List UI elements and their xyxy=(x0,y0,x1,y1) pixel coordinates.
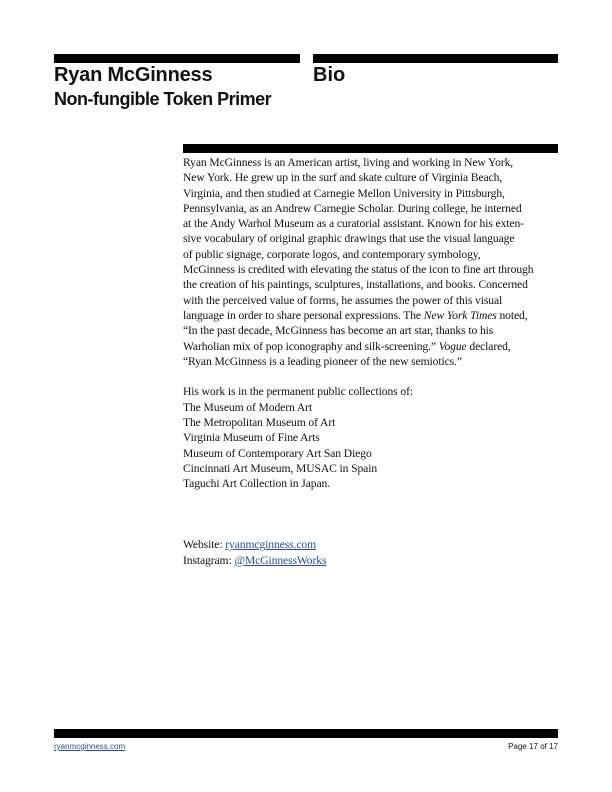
bio-text: language in order to share personal expressions. The xyxy=(183,308,424,322)
author-name: Ryan McGinness xyxy=(54,64,213,86)
publication-new-york-times: New York Times xyxy=(423,308,497,322)
bio-line: sive vocabulary of original graphic drawings that use the visual language xyxy=(183,232,515,246)
instagram-label: Instagram: xyxy=(183,553,235,567)
bio-text: Warholian mix of pop iconography and silk-screening.” xyxy=(183,339,439,353)
document-subtitle: Non-fungible Token Primer xyxy=(54,89,272,109)
collections-intro: His work is in the permanent public collections of: xyxy=(183,385,413,399)
bio-text: noted, xyxy=(496,308,528,322)
paragraph-gap xyxy=(183,492,558,538)
collection-item: Cincinnati Art Museum, MUSAC in Spain xyxy=(183,461,378,475)
header-rule-left xyxy=(54,54,300,63)
collection-item: Virginia Museum of Fine Arts xyxy=(183,431,320,445)
body-rule xyxy=(183,144,558,153)
footer-website-link[interactable]: ryanmcginness.com xyxy=(54,742,126,751)
bio-line: McGinness is credited with elevating the status of the icon to fine art through xyxy=(183,263,534,277)
page-number: Page 17 of 17 xyxy=(508,742,558,751)
bio-line: the creation of his paintings, sculptures, installations, and books. Concerned xyxy=(183,278,528,292)
bio-line: of public signage, corporate logos, and contemporary symbology, xyxy=(183,247,481,261)
bio-line: Ryan McGinness is an American artist, living and working in New York, xyxy=(183,156,514,169)
publication-vogue: Vogue xyxy=(438,339,467,353)
section-title: Bio xyxy=(313,64,346,86)
bio-line: “In the past decade, McGinness has become an art star, thanks to his xyxy=(183,324,494,338)
bio-line: “Ryan McGinness is a leading pioneer of the new semiotics.” xyxy=(183,354,462,368)
website-link[interactable]: ryanmcginness.com xyxy=(225,538,316,552)
bio-line: New York. He grew up in the surf and skate culture of Virginia Beach, xyxy=(183,171,503,185)
bio-body xyxy=(183,155,558,568)
collection-item: The Metropolitan Museum of Art xyxy=(183,416,336,430)
bio-line: Pennsylvania, as an Andrew Carnegie Scholar. During college, he interned xyxy=(183,201,522,215)
header-rule-right xyxy=(313,54,558,63)
bio-line: with the perceived value of forms, he assumes the power of this visual xyxy=(183,293,503,307)
collection-item: Museum of Contemporary Art San Diego xyxy=(183,446,372,460)
bio-line: at the Andy Warhol Museum as a curatorial assistant. Known for his exten- xyxy=(183,217,524,231)
bio-line: Virginia, and then studied at Carnegie Mellon University in Pittsburgh, xyxy=(183,186,505,200)
bio-line-nyt xyxy=(183,308,558,323)
instagram-line xyxy=(183,553,558,568)
website-line xyxy=(183,537,558,552)
website-label: Website: xyxy=(183,538,226,552)
collection-item: Taguchi Art Collection in Japan. xyxy=(183,477,330,491)
bio-text: declared, xyxy=(466,339,511,353)
collection-item: The Museum of Modern Art xyxy=(183,400,312,414)
paragraph-gap xyxy=(183,369,558,384)
bio-line-vogue xyxy=(183,339,558,354)
instagram-link[interactable]: @McGinnessWorks xyxy=(234,553,327,567)
footer-rule xyxy=(54,729,558,738)
